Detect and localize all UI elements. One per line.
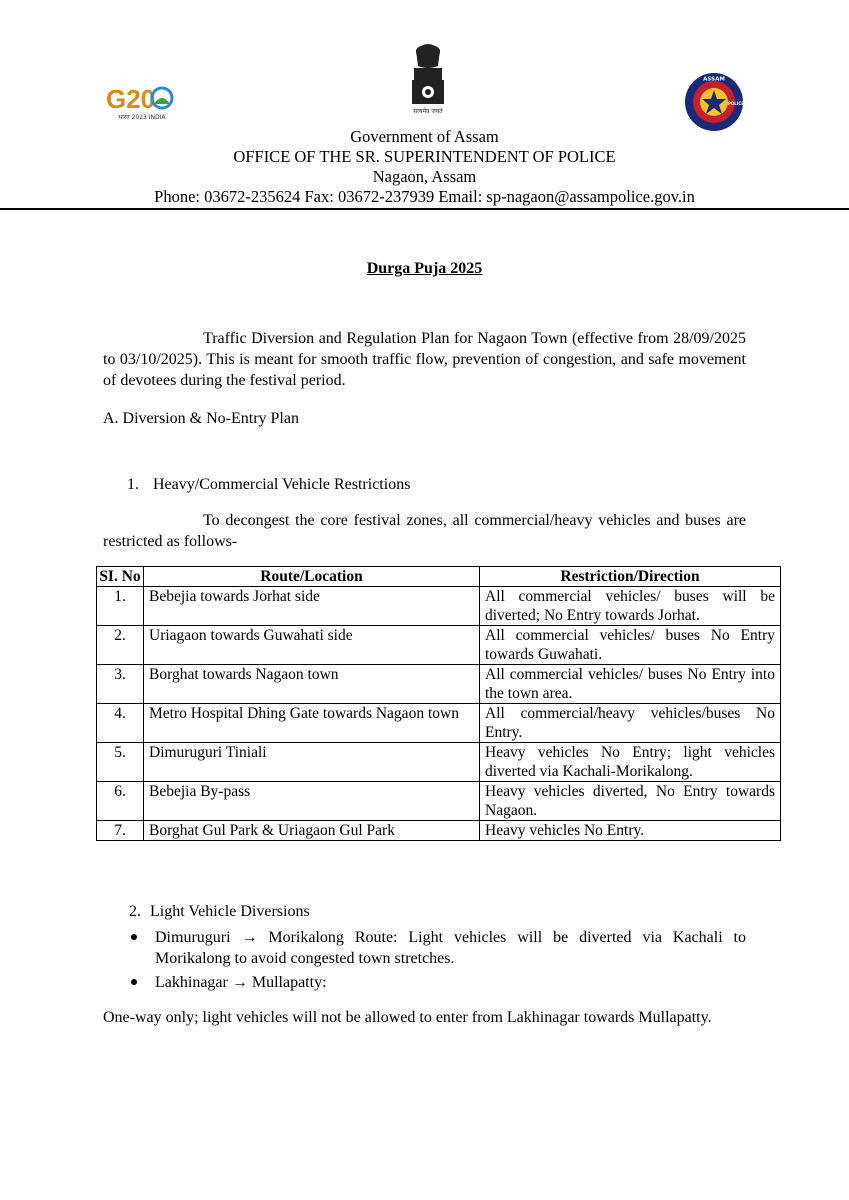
document-title	[0, 260, 849, 278]
subsection-1-number: 1.	[127, 476, 139, 493]
cell-sl: 1.	[97, 587, 144, 626]
col-header-route: Route/Location	[144, 567, 480, 587]
closing-paragraph: One-way only; light vehicles will not be allowed to enter from Lakhinagar towards Mullapatty.	[103, 1009, 712, 1026]
subsection-1-heading	[127, 476, 410, 494]
subsection-2-label: Light Vehicle Diversions	[150, 903, 310, 920]
table-header-row	[97, 567, 781, 587]
bullet-dot	[131, 979, 137, 985]
emblem-motto: सत्यमेव जयते	[413, 108, 443, 115]
cell-route: Metro Hospital Dhing Gate towards Nagaon town	[144, 704, 480, 743]
cell-sl: 6.	[97, 782, 144, 821]
header-office: OFFICE OF THE SR. SUPERINTENDENT OF POLICE	[233, 147, 616, 166]
list-item	[131, 927, 746, 969]
intro-paragraph: Traffic Diversion and Regulation Plan for Nagaon Town (effective from 28/09/2025 to 03/10/2025). This is meant for smooth traffic flow, prevention of congestion, and safe movement of devotees during the festival period.	[103, 330, 746, 389]
g20-logo-text: G20	[106, 84, 156, 114]
restrictions-table	[96, 566, 781, 841]
national-emblem	[402, 40, 454, 116]
subsection-2-number: 2.	[129, 903, 141, 920]
subsection-2-heading	[129, 903, 310, 921]
cell-sl: 7.	[97, 821, 144, 841]
cell-restriction: All commercial vehicles/ buses will be diverted; No Entry towards Jorhat.	[480, 587, 781, 626]
badge-side-text: POLICE	[727, 101, 744, 106]
cell-restriction: Heavy vehicles No Entry.	[480, 821, 781, 841]
cell-sl: 4.	[97, 704, 144, 743]
cell-restriction: Heavy vehicles No Entry; light vehicles diverted via Kachali-Morikalong.	[480, 743, 781, 782]
table-row	[97, 704, 781, 743]
cell-route: Dimuruguri Tiniali	[144, 743, 480, 782]
badge-top-text: ASSAM	[703, 76, 725, 83]
bullet-text: Dimuruguri → Morikalong Route: Light vehicles will be diverted via Kachali to Morikalong to avoid congested town stretches.	[155, 929, 746, 967]
col-header-restriction: Restriction/Direction	[480, 567, 781, 587]
cell-route: Borghat towards Nagaon town	[144, 665, 480, 704]
table-row	[97, 665, 781, 704]
g20-logo	[104, 84, 184, 124]
col-header-sl: SI. No	[97, 567, 144, 587]
cell-restriction: All commercial/heavy vehicles/buses No Entry.	[480, 704, 781, 743]
cell-route: Borghat Gul Park & Uriagaon Gul Park	[144, 821, 480, 841]
subsection-1-text: To decongest the core festival zones, all commercial/heavy vehicles and buses are restricted as follows-	[103, 512, 746, 550]
header-contact: Phone: 03672-235624 Fax: 03672-237939 Email: sp-nagaon@assampolice.gov.in	[154, 187, 695, 206]
cell-route: Bebejia towards Jorhat side	[144, 587, 480, 626]
table-row	[97, 743, 781, 782]
cell-sl: 3.	[97, 665, 144, 704]
g20-tagline: भारत 2023 INDIA	[118, 114, 166, 121]
header-divider	[0, 208, 849, 210]
cell-sl: 5.	[97, 743, 144, 782]
cell-sl: 2.	[97, 626, 144, 665]
cell-restriction: All commercial vehicles/ buses No Entry towards Guwahati.	[480, 626, 781, 665]
bullet-dot	[131, 934, 137, 940]
cell-restriction: All commercial vehicles/ buses No Entry into the town area.	[480, 665, 781, 704]
bullet-text: Lakhinagar → Mullapatty:	[155, 974, 327, 991]
list-item	[131, 972, 746, 993]
cell-restriction: Heavy vehicles diverted, No Entry towards Nagaon.	[480, 782, 781, 821]
table-row	[97, 782, 781, 821]
cell-route: Bebejia By-pass	[144, 782, 480, 821]
bullet-list	[131, 927, 746, 993]
cell-route: Uriagaon towards Guwahati side	[144, 626, 480, 665]
document-title-text: Durga Puja 2025	[366, 260, 483, 277]
header-government: Government of Assam	[350, 127, 499, 146]
subsection-1-label: Heavy/Commercial Vehicle Restrictions	[153, 476, 411, 493]
header-location: Nagaon, Assam	[372, 167, 477, 186]
section-a-heading: A. Diversion & No-Entry Plan	[103, 410, 299, 427]
table-row	[97, 587, 781, 626]
table-row	[97, 626, 781, 665]
assam-police-badge	[684, 72, 744, 132]
table-row	[97, 821, 781, 841]
